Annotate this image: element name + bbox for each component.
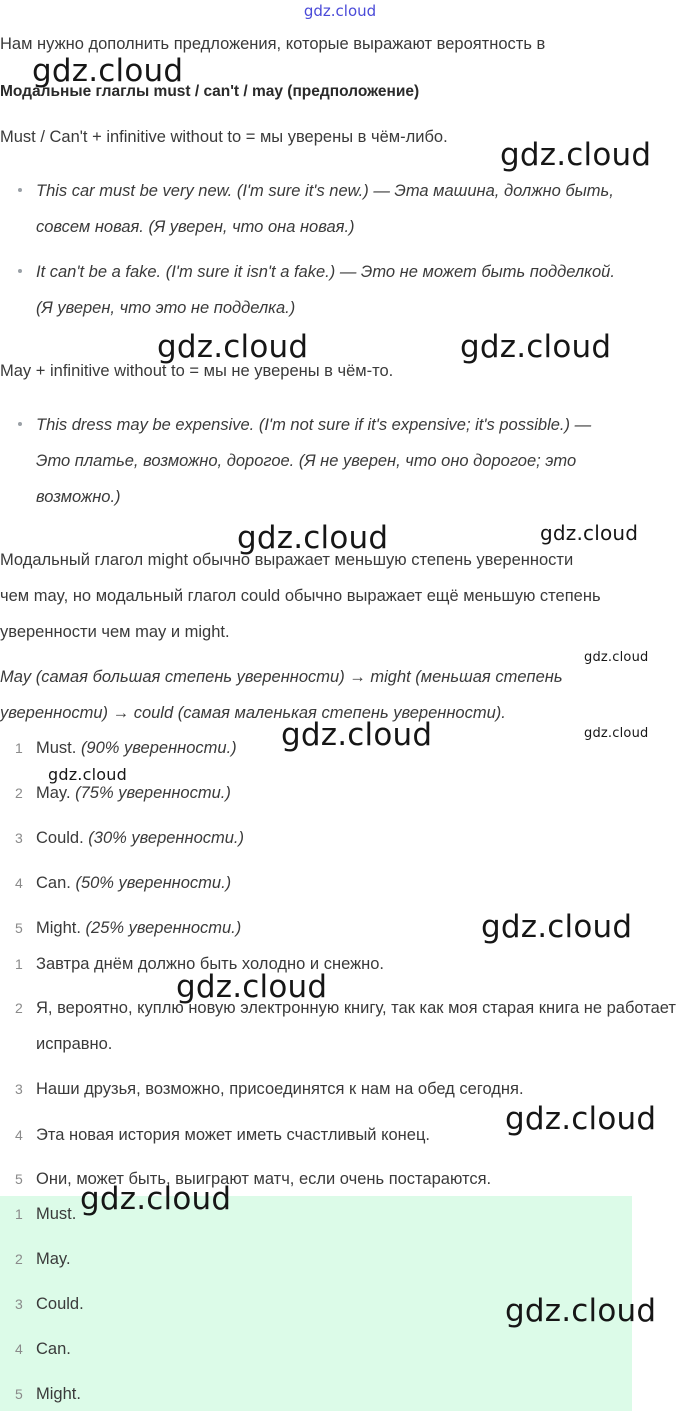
example-item [18,254,678,326]
item-number: 3 [15,1296,23,1312]
item-number: 5 [15,920,23,936]
example-item [18,407,678,515]
list-item [0,871,680,895]
scale-line: May (самая большая степень уверенности) → might (меньшая степень [0,668,563,686]
translation-text: Наши друзья, возможно, присоединятся к нам на обед сегодня. [36,1080,524,1098]
item-number: 5 [15,1171,23,1187]
watermark: gdz.cloud [505,1293,657,1329]
modal-word: Could. [36,829,84,847]
watermark: gdz.cloud [237,520,389,556]
paragraph-line: уверенности чем may и might. [0,623,230,641]
watermark: gdz.cloud [32,53,184,89]
rule-must: Must / Can't + infinitive without to = мы уверены в чём-либо. [0,128,448,146]
example-line: Это платье, возможно, дорогое. (Я не уверен, что оно дорогое; это [36,452,577,470]
watermark: gdz.cloud [460,329,612,365]
certainty-note: (75% уверенности.) [75,784,231,802]
item-number: 1 [15,956,23,972]
watermark: gdz.cloud [584,726,649,741]
paragraph-line: чем may, но модальный глагол could обычно выражает ещё меньшую степень [0,587,601,605]
watermark: gdz.cloud [481,909,633,945]
rule-may: May + infinitive without to = мы не уверены в чём-то. [0,362,394,380]
list-item [0,781,680,805]
watermark: gdz.cloud [80,1181,232,1217]
list-item [0,826,680,850]
top-watermark: gdz.cloud [303,2,377,20]
item-number: 4 [15,875,23,891]
watermark: gdz.cloud [157,329,309,365]
list-item [0,952,680,976]
answer-text: Can. [36,1340,71,1358]
list-item [0,990,680,1062]
modal-word: Must. [36,739,77,757]
watermark: gdz.cloud [48,765,127,784]
example-line: (Я уверен, что это не подделка.) [36,299,296,317]
item-number: 1 [15,1206,23,1222]
bullet-icon [18,188,22,192]
example-line: It can't be a fake. (I'm sure it isn't a fake.) — Это не может быть подделкой. [36,263,615,281]
answer-text: Could. [36,1295,84,1313]
certainty-note: (30% уверенности.) [88,829,245,847]
example-line: This dress may be expensive. (I'm not sure if it's expensive; it's possible.) — [36,416,592,434]
certainty-note: (50% уверенности.) [75,874,232,892]
item-number: 4 [15,1127,23,1143]
item-number: 2 [15,1000,23,1016]
translation-text: Я, вероятно, куплю новую электронную книгу, так как моя старая книга не работает исправно. [36,999,676,1053]
modal-word: Can. [36,874,71,892]
item-number: 3 [15,1081,23,1097]
example-line: возможно.) [36,488,121,506]
might-paragraph [0,542,601,650]
scale-line: уверенности) → could (самая маленькая степень уверенности). [0,704,506,722]
item-number: 5 [15,1386,23,1402]
item-number: 2 [15,785,23,801]
answer-item [0,1337,680,1361]
watermark: gdz.cloud [281,717,433,753]
intro-text: Нам нужно дополнить предложения, которые выражают вероятность в [0,35,546,53]
item-number: 1 [15,740,23,756]
translation-text: Эта новая история может иметь счастливый конец. [36,1126,431,1144]
modal-word: Might. [36,919,81,937]
answer-text: Must. [36,1205,77,1223]
watermark: gdz.cloud [176,969,328,1005]
example-line: This car must be very new. (I'm sure it's new.) — Эта машина, должно быть, [36,182,614,200]
answer-item [0,1247,680,1271]
translation-text: Они, может быть, выиграют матч, если очень постараются. [36,1170,492,1188]
answer-text: May. [36,1250,71,1268]
item-number: 2 [15,1251,23,1267]
certainty-note: (90% уверенности.) [80,739,237,757]
list-item [0,1077,680,1101]
example-item [18,173,678,245]
watermark: gdz.cloud [540,521,639,545]
item-number: 3 [15,830,23,846]
item-number: 4 [15,1341,23,1357]
watermark: gdz.cloud [584,650,649,665]
watermark: gdz.cloud [505,1101,657,1137]
bullet-icon [18,269,22,273]
example-line: совсем новая. (Я уверен, что она новая.) [36,218,355,236]
certainty-note: (25% уверенности.) [85,919,242,937]
answer-text: Might. [36,1385,81,1403]
watermark: gdz.cloud [500,137,652,173]
translation-text: Завтра днём должно быть холодно и снежно. [36,955,384,973]
bullet-icon [18,422,22,426]
modal-word: May. [36,784,71,802]
paragraph-line: Модальный глагол might обычно выражает меньшую степень уверенности [0,551,574,569]
answer-item [0,1382,680,1406]
section-heading: Модальные глаглы must / can't / may (предположение) [0,83,420,100]
